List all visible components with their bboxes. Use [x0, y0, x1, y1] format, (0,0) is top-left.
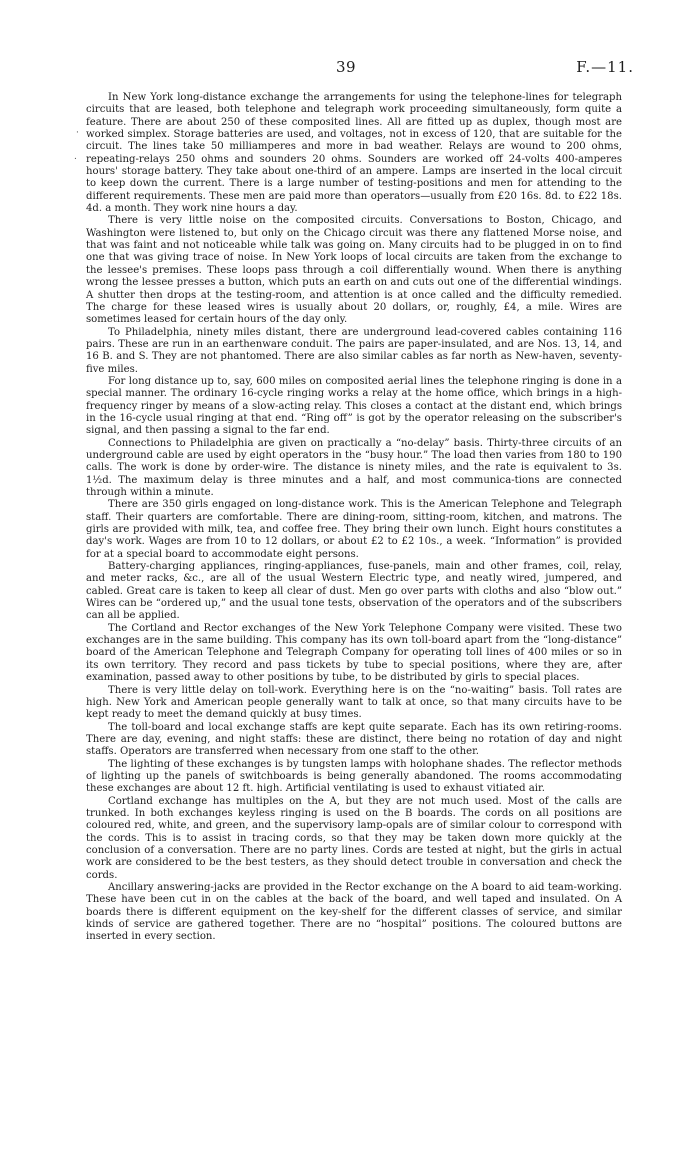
paragraph: For long distance up to, say, 600 miles on composited aerial lines the telephone ringing is done in a special manner. The ordinary 16-cycle ringing works a relay at the home office, which brings in a high-frequency ringer by means of a slow-acting relay. This closes a contact at the distant end, which brings in the 16-cycle usual ringing at that end. “Ring off” is got by the operator releasing on the subscriber's signal, and then passing a signal to the far end.: [86, 375, 622, 437]
paragraph: The toll-board and local exchange staffs are kept quite separate. Each has its own retiring-rooms. There are day, evening, and night staffs: these are distinct, there being no rotation of day and night staffs. Operators are transferred when necessary from one staff to the other.: [86, 721, 622, 758]
margin-mark: .: [74, 152, 77, 162]
body-text: [86, 92, 622, 944]
page-reference: F.—11.: [576, 58, 634, 76]
paragraph: To Philadelphia, ninety miles distant, there are underground lead-covered cables containing 116 pairs. These are run in an earthenware conduit. The pairs are paper-insulated, and are Nos. 13, 14, and 16 B. and S. They are not phantomed. There are also similar cables as far north as New-haven, seventy-five miles.: [86, 326, 622, 375]
paragraph: Ancillary answering-jacks are provided in the Rector exchange on the A board to aid team-working. These have been cut in on the cables at the back of the board, and well taped and insulated. On A boards there is different equipment on the key-shelf for the different classes of service, and similar kinds of service are gathered together. There are no “hospital” positions. The coloured buttons are inserted in every section.: [86, 882, 622, 943]
paragraph: The lighting of these exchanges is by tungsten lamps with holophane shades. The reflector methods of lighting up the panels of switchboards is being generally abandoned. The rooms accommodating these exchanges are about 12 ft. high. Artificial ventilating is used to exhaust vitiated air.: [86, 758, 622, 795]
paragraph: There are 350 girls engaged on long-distance work. This is the American Telephone and Telegraph staff. Their quarters are comfortable. There are dining-room, sitting-room, kitchen, and matrons. The girls are provided with milk, tea, and coffee free. They bring their own lunch. Eight hours constitutes a day's work. Wages are from 10 to 12 dollars, or about £2 to £2 10s., a week. “Information” is provided for at a special board to accommodate eight persons.: [86, 499, 622, 560]
paragraph: In New York long-distance exchange the arrangements for using the telephone-lines for telegraph circuits that are leased, both telephone and telegraph work proceeding simultaneously, form quite a feature. There are about 250 of these composited lines. All are fitted up as duplex, though most are worked simplex. Storage batteries are used, and voltages, not in excess of 120, that are suitable for the circuit. The lines take 50 milliamperes and more in bad weather. Relays are wound to 200 ohms, repeating-relays 250 ohms and sounders 20 ohms. Sounders are worked off 24-volts 400-amperes hours' storage battery. They take about one-third of an ampere. Lamps are inserted in the local circuit to keep down the current. There is a large number of testing-positions and men for attending to the different requirements. These men are paid more than operators—usually from £20 16s. 8d. to £22 18s. 4d. a month. They work nine hours a day.: [86, 92, 622, 215]
paragraph: There is very little delay on toll-work. Everything here is on the “no-waiting” basis. Toll rates are high. New York and American people generally want to talk at once, so that many circuits have to be kept ready to meet the demand quickly at busy times.: [86, 684, 622, 721]
paragraph: The Cortland and Rector exchanges of the New York Telephone Company were visited. These two exchanges are in the same building. This company has its own toll-board apart from the “long-distance” board of the American Telephone and Telegraph Company for operating toll lines of 400 miles or so in its own territory. They record and pass tickets by tube to special positions, where they are, after examination, passed away to other positions by tube, to be distributed by girls to special places.: [86, 622, 622, 684]
paragraph: Cortland exchange has multiples on the A, but they are not much used. Most of the calls are trunked. In both exchanges keyless ringing is used on the B boards. The cords on all positions are coloured red, white, and green, and the supervisory lamp-opals are of similar colour to correspond with the cords. This is to assist in tracing cords, so that they may be taken down more quickly at the conclusion of a conversation. There are no party lines. Cords are tested at night, but the girls in actual work are considered to be the best testers, as they should detect trouble in conversation and check the cords.: [86, 795, 622, 881]
paragraph: There is very little noise on the composited circuits. Conversations to Boston, Chicago, and Washington were listened to, but only on the Chicago circuit was there any flattened Morse noise, and that was faint and not noticeable while talk was going on. Many circuits had to be plugged in on to find one that was giving trace of noise. In New York loops of local circuits are taken from the exchange to the lessee's premises. These loops pass through a coil differentially wound. When there is anything wrong the lessee presses a button, which puts an earth on and cuts out one of the differential windings. A shutter then drops at the testing-room, and attention is at once called and the difficulty remedied. The charge for these leased wires is usually about 20 dollars, or, roughly, £4, a mile. Wires are sometimes leased for certain hours of the day only.: [86, 215, 622, 326]
paragraph: Connections to Philadelphia are given on practically a “no-delay” basis. Thirty-three circuits of an underground cable are used by eight operators in the “busy hour.” The load then varies from 180 to 190 calls. The work is done by order-wire. The distance is ninety miles, and the rate is equivalent to 3s. 1½d. The maximum delay is three minutes and a half, and most communica-tions are connected through within a minute.: [86, 437, 622, 498]
page-number: 39: [336, 58, 357, 76]
paragraph: Battery-charging appliances, ringing-appliances, fuse-panels, main and other frames, coil, relay, and meter racks, &c., are all of the usual Western Electric type, and neatly wired, jumpered, and cabled. Great care is taken to keep all clear of dust. Men go over parts with cloths and also “blow out.” Wires can be “ordered up,” and the usual tone tests, observation of the operators and of the subscribers can all be applied.: [86, 561, 622, 622]
margin-mark: ·: [76, 128, 79, 138]
